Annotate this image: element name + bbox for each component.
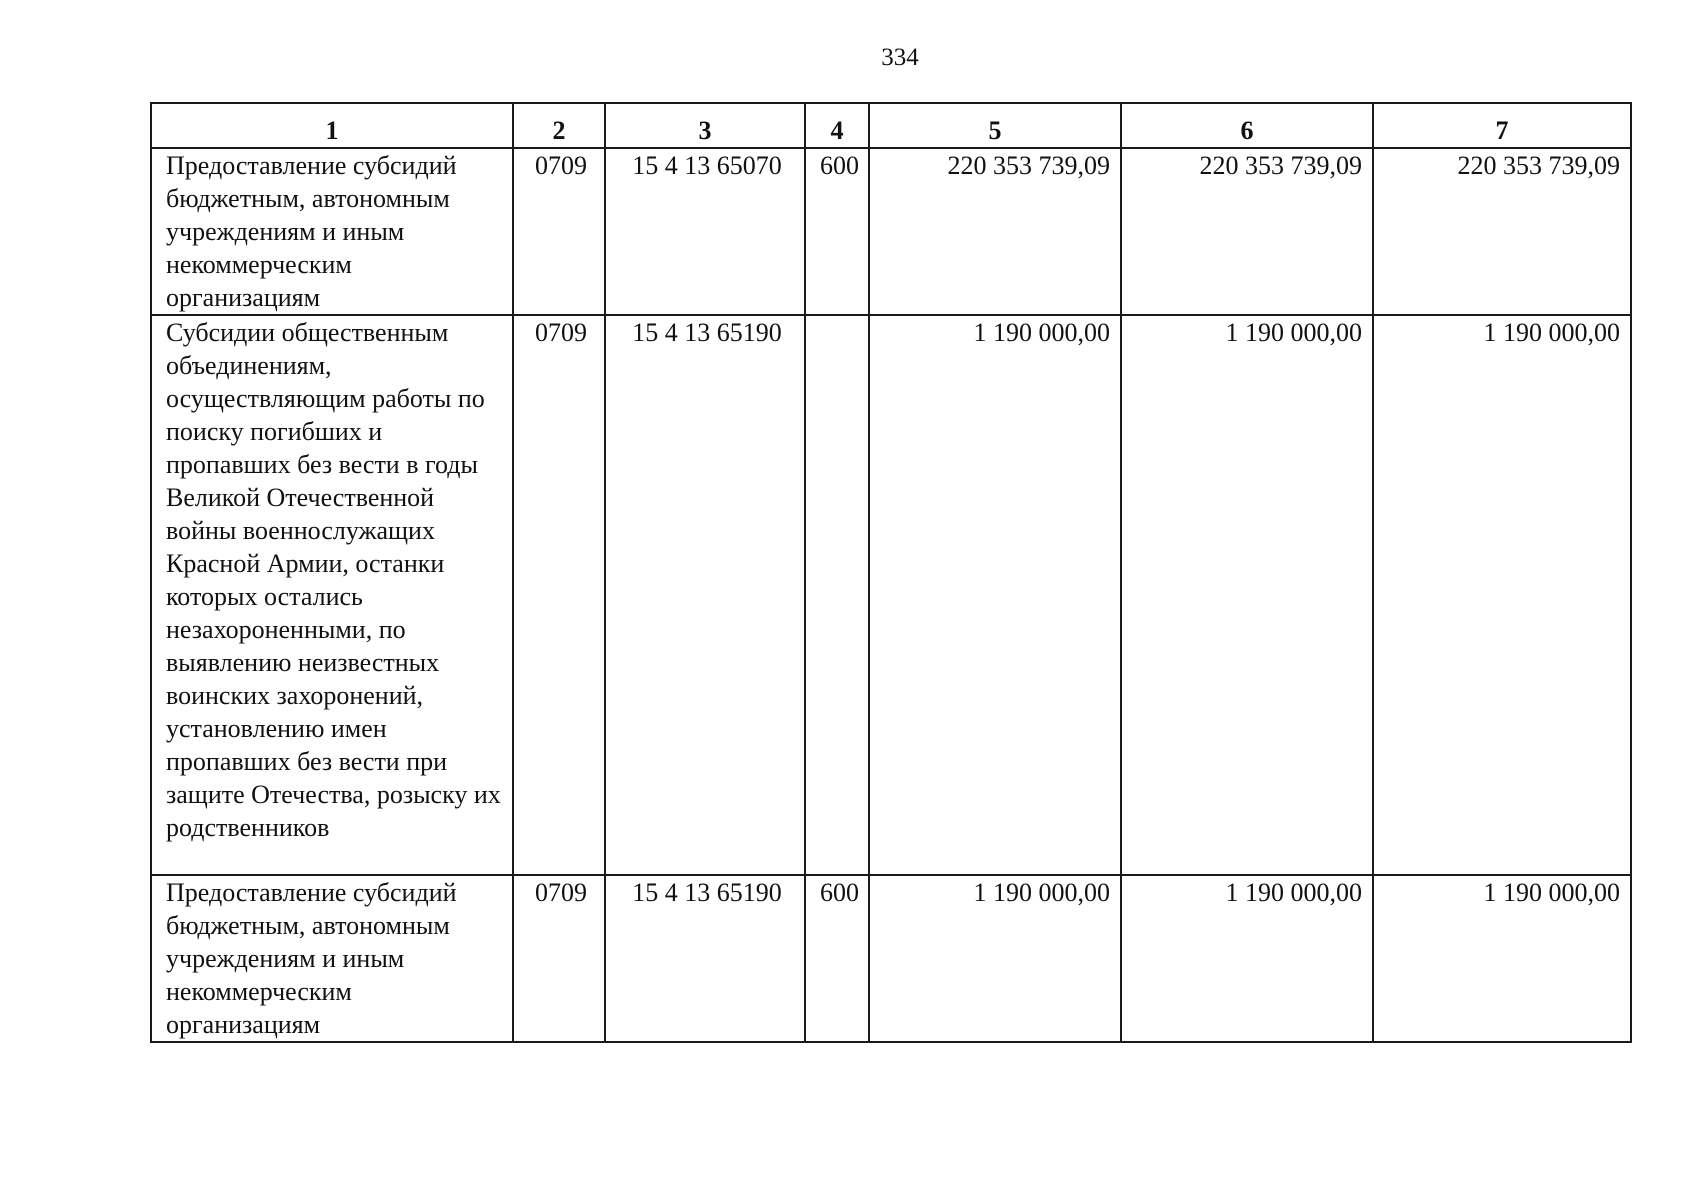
cell-section: 0709 (513, 148, 605, 315)
cell-target: 15 4 13 65190 (605, 315, 805, 875)
cell-section: 0709 (513, 875, 605, 1042)
cell-sum: 1 190 000,00 (869, 875, 1121, 1042)
table-row (151, 148, 1631, 315)
cell-target: 15 4 13 65190 (605, 875, 805, 1042)
table-row (151, 875, 1631, 1042)
cell-sum: 1 190 000,00 (869, 315, 1121, 875)
column-header: 3 (605, 103, 805, 148)
cell-sum: 220 353 739,09 (1373, 148, 1631, 315)
column-header: 6 (1121, 103, 1373, 148)
budget-table (150, 102, 1632, 1043)
table-header-row (151, 103, 1631, 148)
cell-sum: 1 190 000,00 (1121, 875, 1373, 1042)
cell-sum: 220 353 739,09 (869, 148, 1121, 315)
column-header: 1 (151, 103, 513, 148)
cell-sum: 1 190 000,00 (1373, 315, 1631, 875)
cell-target: 15 4 13 65070 (605, 148, 805, 315)
column-header: 5 (869, 103, 1121, 148)
cell-type: 600 (805, 148, 869, 315)
column-header: 7 (1373, 103, 1631, 148)
column-header: 4 (805, 103, 869, 148)
cell-sum: 220 353 739,09 (1121, 148, 1373, 315)
cell-type (805, 315, 869, 875)
column-header: 2 (513, 103, 605, 148)
cell-section: 0709 (513, 315, 605, 875)
cell-sum: 1 190 000,00 (1121, 315, 1373, 875)
page-number: 334 (881, 44, 919, 71)
cell-name: Предоставление субсидий бюджетным, автономным учреждениям и иным некоммерческим организациям (151, 148, 513, 315)
cell-sum: 1 190 000,00 (1373, 875, 1631, 1042)
table-row (151, 315, 1631, 875)
cell-type: 600 (805, 875, 869, 1042)
cell-name: Субсидии общественным объединениям, осуществляющим работы по поиску погибших и пропавших без вести в годы Великой Отечественной войны военнослужащих Красной Армии, останки которых остались незахороненными, по выявлению неизвестных воинских захоронений, установлению имен пропавших без вести при защите Отечества, розыску их родственников (151, 315, 513, 875)
cell-name: Предоставление субсидий бюджетным, автономным учреждениям и иным некоммерческим организациям (151, 875, 513, 1042)
